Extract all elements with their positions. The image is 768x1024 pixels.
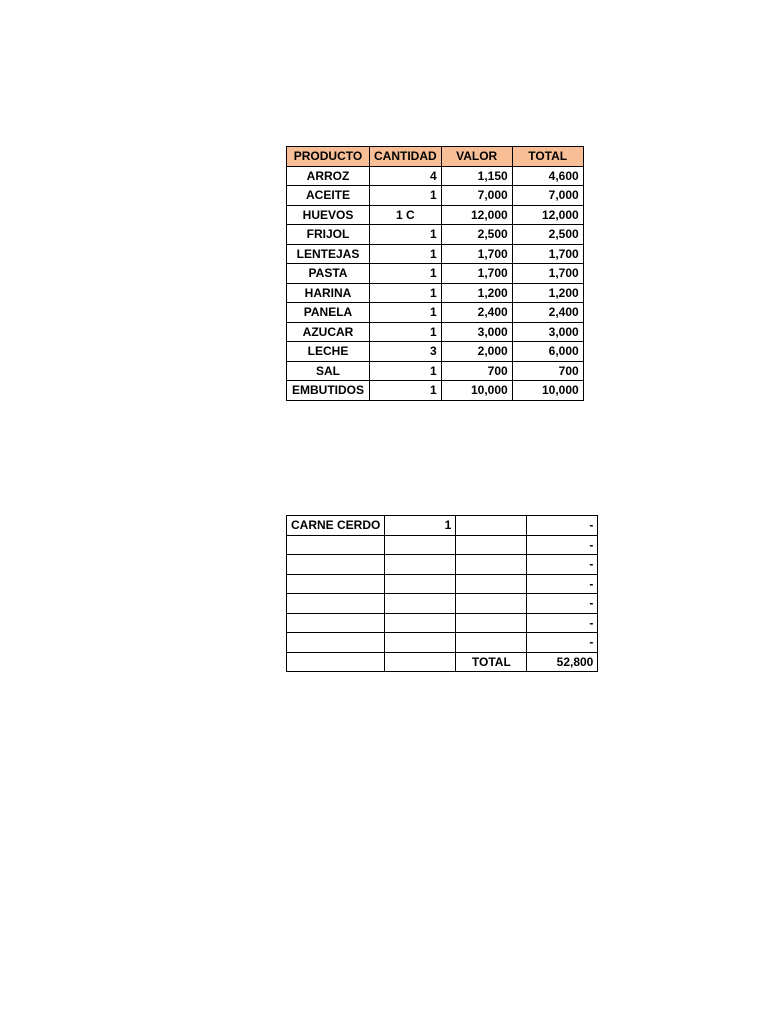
cell-cantidad: 1: [370, 264, 442, 284]
grand-total-label: TOTAL: [456, 652, 527, 672]
cell-producto: [287, 535, 385, 555]
cell-valor: [456, 555, 527, 575]
table-row: [287, 244, 584, 264]
cell-valor: [456, 633, 527, 653]
product-table: [286, 146, 584, 401]
cell-total: 3,000: [512, 322, 583, 342]
cell-valor: 700: [441, 361, 512, 381]
cell-total: 2,500: [512, 225, 583, 245]
cell-cantidad: [385, 633, 456, 653]
cell-producto: HUEVOS: [287, 205, 370, 225]
cell-producto: SAL: [287, 361, 370, 381]
cell-valor: 1,200: [441, 283, 512, 303]
cell-total: 1,200: [512, 283, 583, 303]
table-row: [287, 342, 584, 362]
table-row: [287, 283, 584, 303]
cell-cantidad: 1: [370, 283, 442, 303]
table-row: [287, 516, 598, 536]
header-cantidad: CANTIDAD: [370, 147, 442, 167]
cell-valor: 3,000: [441, 322, 512, 342]
cell-cantidad: 1: [370, 322, 442, 342]
table-row: [287, 613, 598, 633]
cell-producto: [287, 555, 385, 575]
cell-producto: PANELA: [287, 303, 370, 323]
table-header-row: [287, 147, 584, 167]
cell-producto: PASTA: [287, 264, 370, 284]
total-row: [287, 652, 598, 672]
cell-producto: AZUCAR: [287, 322, 370, 342]
cell-total: 12,000: [512, 205, 583, 225]
cell-total: 4,600: [512, 166, 583, 186]
cell-producto: FRIJOL: [287, 225, 370, 245]
cell-total: 2,400: [512, 303, 583, 323]
cell-valor: 1,150: [441, 166, 512, 186]
cell-valor: 2,500: [441, 225, 512, 245]
cell-valor: 1,700: [441, 264, 512, 284]
table-row: [287, 361, 584, 381]
cell-producto: HARINA: [287, 283, 370, 303]
cell-producto: [287, 574, 385, 594]
cell-valor: 2,000: [441, 342, 512, 362]
cell-cantidad: [385, 535, 456, 555]
cell-producto: [287, 633, 385, 653]
table-row: [287, 555, 598, 575]
cell-producto: ARROZ: [287, 166, 370, 186]
table-cell: [287, 652, 385, 672]
cell-total: 700: [512, 361, 583, 381]
extra-items-table: [286, 515, 598, 672]
table-row: [287, 381, 584, 401]
cell-cantidad: 1: [370, 186, 442, 206]
cell-total: 1,700: [512, 244, 583, 264]
cell-total: -: [527, 516, 598, 536]
table-row: [287, 594, 598, 614]
table-row: [287, 186, 584, 206]
table-row: [287, 264, 584, 284]
cell-producto: LENTEJAS: [287, 244, 370, 264]
cell-producto: LECHE: [287, 342, 370, 362]
cell-valor: [456, 594, 527, 614]
table-row: [287, 574, 598, 594]
table-row: [287, 166, 584, 186]
cell-valor: 1,700: [441, 244, 512, 264]
cell-cantidad: [385, 594, 456, 614]
table-row: [287, 322, 584, 342]
header-total: TOTAL: [512, 147, 583, 167]
table-row: [287, 225, 584, 245]
cell-producto: [287, 594, 385, 614]
cell-producto: ACEITE: [287, 186, 370, 206]
table-row: [287, 633, 598, 653]
cell-total: 1,700: [512, 264, 583, 284]
cell-cantidad: 1 C: [370, 205, 442, 225]
cell-total: 6,000: [512, 342, 583, 362]
cell-producto: [287, 613, 385, 633]
cell-total: -: [527, 535, 598, 555]
cell-producto: CARNE CERDO: [287, 516, 385, 536]
cell-valor: [456, 613, 527, 633]
cell-total: 10,000: [512, 381, 583, 401]
cell-total: -: [527, 633, 598, 653]
header-producto: PRODUCTO: [287, 147, 370, 167]
grand-total-value: 52,800: [527, 652, 598, 672]
cell-cantidad: 4: [370, 166, 442, 186]
cell-total: 7,000: [512, 186, 583, 206]
table-cell: [385, 652, 456, 672]
cell-valor: 2,400: [441, 303, 512, 323]
cell-cantidad: 1: [370, 303, 442, 323]
table-row: [287, 205, 584, 225]
header-valor: VALOR: [441, 147, 512, 167]
cell-cantidad: 1: [370, 225, 442, 245]
cell-cantidad: 1: [385, 516, 456, 536]
cell-total: -: [527, 594, 598, 614]
cell-valor: [456, 574, 527, 594]
cell-valor: 12,000: [441, 205, 512, 225]
cell-valor: [456, 516, 527, 536]
cell-cantidad: [385, 613, 456, 633]
table-row: [287, 303, 584, 323]
cell-total: -: [527, 613, 598, 633]
cell-cantidad: [385, 574, 456, 594]
cell-producto: EMBUTIDOS: [287, 381, 370, 401]
cell-total: -: [527, 555, 598, 575]
cell-valor: 7,000: [441, 186, 512, 206]
cell-valor: 10,000: [441, 381, 512, 401]
cell-cantidad: 1: [370, 381, 442, 401]
cell-cantidad: 3: [370, 342, 442, 362]
cell-cantidad: [385, 555, 456, 575]
table-row: [287, 535, 598, 555]
cell-cantidad: 1: [370, 244, 442, 264]
cell-cantidad: 1: [370, 361, 442, 381]
cell-valor: [456, 535, 527, 555]
cell-total: -: [527, 574, 598, 594]
